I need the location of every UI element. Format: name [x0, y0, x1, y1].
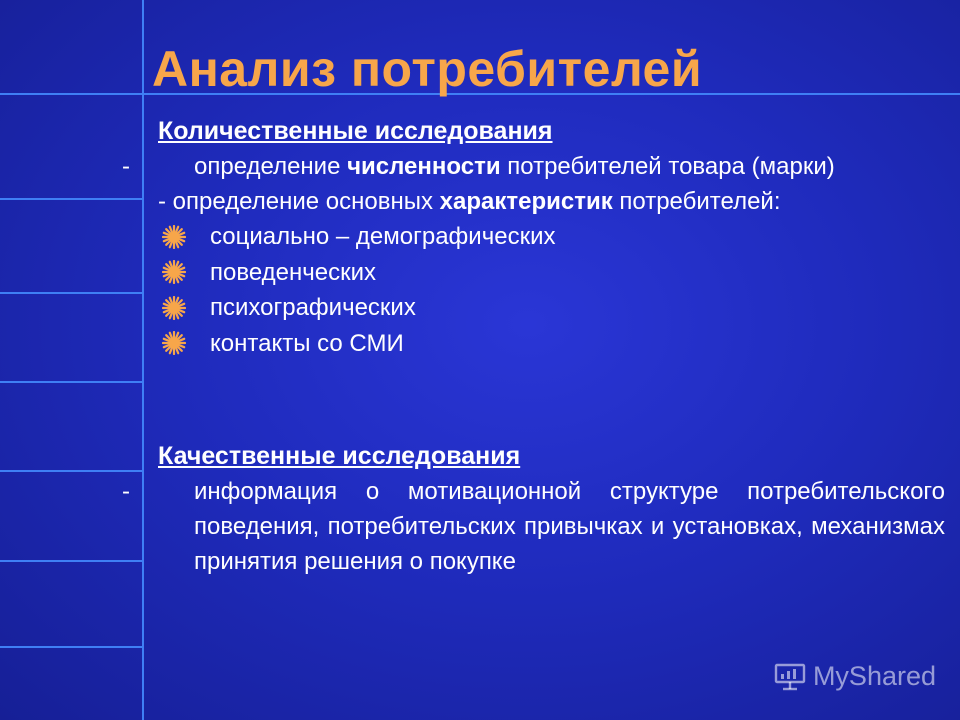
list-item: [158, 326, 945, 362]
dash-marker: -: [122, 478, 130, 505]
horizontal-rule: [0, 560, 142, 562]
item-bold-text: характеристик: [439, 188, 613, 215]
watermark: [773, 661, 936, 692]
watermark-text: MyShared: [812, 661, 936, 691]
horizontal-rule: [0, 381, 142, 383]
horizontal-rule: [0, 646, 142, 648]
list-item-label: поведенческих: [210, 258, 377, 286]
presentation-board-icon: [773, 662, 807, 692]
item-text: потребителей товара (марки): [500, 153, 835, 180]
item-text: определение: [194, 153, 348, 180]
quantitative-heading: Количественные исследования: [158, 117, 553, 145]
section-spacer: [158, 361, 945, 438]
sun-burst-icon: [158, 296, 210, 320]
left-vertical-rule: [142, 0, 144, 720]
item-text: информация о мотивационной структуре потребительского поведения, потребительских привычках и установках, механизмах принятия решения о покупке: [194, 478, 945, 575]
list-item: [158, 290, 945, 326]
quantitative-item-2: [158, 184, 945, 219]
slide-title: Анализ потребителей: [152, 41, 703, 97]
list-item-label: контакты со СМИ: [210, 329, 404, 357]
quantitative-item-1: [122, 149, 945, 184]
qualitative-heading: Качественные исследования: [158, 442, 521, 470]
item-text: потребителей:: [612, 188, 781, 215]
sun-burst-icon: [158, 260, 210, 284]
horizontal-rule: [0, 292, 142, 294]
item-text: - определение основных: [158, 188, 440, 215]
slide-content: [122, 113, 945, 579]
sun-burst-icon: [158, 331, 210, 355]
sun-burst-icon: [158, 225, 210, 249]
list-item-label: социально – демографических: [210, 223, 556, 250]
list-item: [158, 219, 945, 255]
dash-marker: -: [122, 153, 130, 180]
characteristics-list: [158, 219, 945, 361]
qualitative-item: [122, 474, 945, 579]
list-item: [158, 255, 945, 291]
horizontal-rule: [0, 198, 142, 200]
list-item-label: психографических: [210, 294, 416, 321]
horizontal-rule: [0, 470, 142, 472]
item-bold-text: численности: [347, 153, 501, 180]
